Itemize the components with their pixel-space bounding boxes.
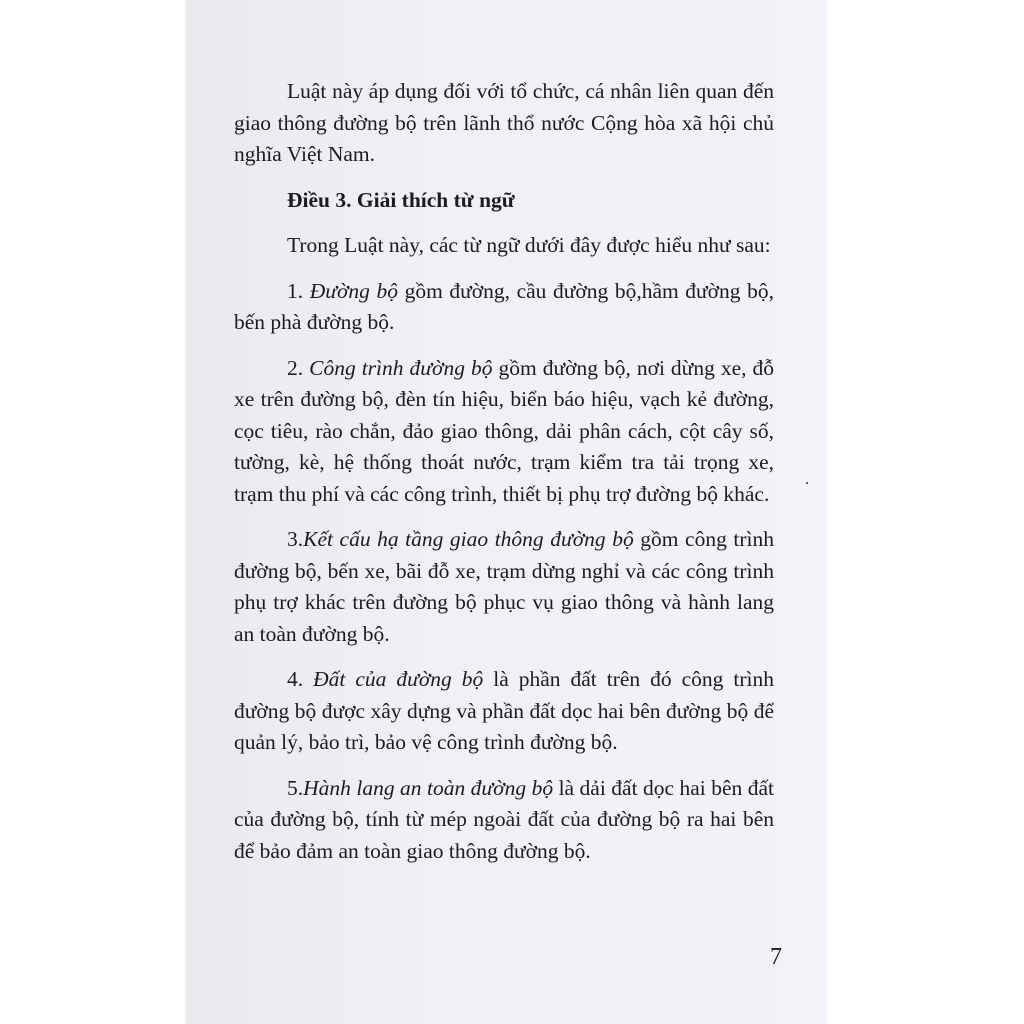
intro-paragraph: Luật này áp dụng đối với tổ chức, cá nhân liên quan đến giao thông đường bộ trên lãnh thổ nước Cộng hòa xã hội chủ nghĩa Việt Nam. bbox=[234, 79, 774, 166]
item-number: 3. bbox=[287, 527, 304, 551]
item-definition: gồm công trình đường bộ, bến xe, bãi đỗ xe, trạm dừng nghỉ và các công trình phụ trợ khác trên đường bộ phục vụ giao thông và hành lang an toàn đường bộ. bbox=[234, 527, 774, 646]
lead-paragraph: Trong Luật này, các từ ngữ dưới đây được hiểu như sau: bbox=[287, 233, 771, 257]
item-number: 2. bbox=[287, 355, 310, 380]
item-term: Công trình đường bộ bbox=[309, 355, 493, 380]
item-number: 1. bbox=[287, 278, 310, 303]
item-definition: gồm đường, cầu đường bộ,hầm đường bộ, bến phà đường bộ. bbox=[234, 278, 774, 334]
item-term: Đất của đường bộ bbox=[313, 667, 484, 691]
page-text bbox=[234, 76, 774, 881]
page-number: 7 bbox=[770, 944, 782, 970]
definition-item bbox=[234, 664, 774, 759]
item-term: Đường bộ bbox=[309, 278, 398, 303]
definition-item bbox=[234, 353, 774, 511]
definition-item bbox=[234, 524, 774, 650]
item-number: 5. bbox=[287, 775, 304, 800]
item-definition: là phần đất trên đó công trình đường bộ được xây dựng và phần đất dọc hai bên đường bộ để quản lý, bảo trì, bảo vệ công trình đường bộ. bbox=[234, 667, 775, 754]
item-term: Hành lang an toàn đường bộ bbox=[303, 775, 554, 800]
book-page bbox=[186, 0, 826, 1024]
item-definition: gồm đường bộ, nơi dừng xe, đỗ xe trên đường bộ, đèn tín hiệu, biển báo hiệu, vạch kẻ đường, cọc tiêu, rào chắn, đảo giao thông, dải phân cách, cột cây số, tường, kè, hệ thống thoát nước, trạm kiểm tra tải trọng xe, trạm thu phí và các công trình, thiết bị phụ trợ đường bộ khác. bbox=[234, 355, 774, 506]
item-definition: là dải đất dọc hai bên đất của đường bộ, tính từ mép ngoài đất của đường bộ ra hai bên để bảo đảm an toàn giao thông đường bộ. bbox=[234, 775, 774, 863]
item-term: Kết cấu hạ tầng giao thông đường bộ bbox=[303, 527, 634, 551]
definition-item bbox=[234, 773, 774, 868]
print-speck bbox=[806, 482, 808, 484]
definition-item bbox=[234, 276, 774, 339]
article-heading: Điều 3. Giải thích từ ngữ bbox=[287, 187, 515, 212]
item-number: 4. bbox=[287, 667, 314, 691]
